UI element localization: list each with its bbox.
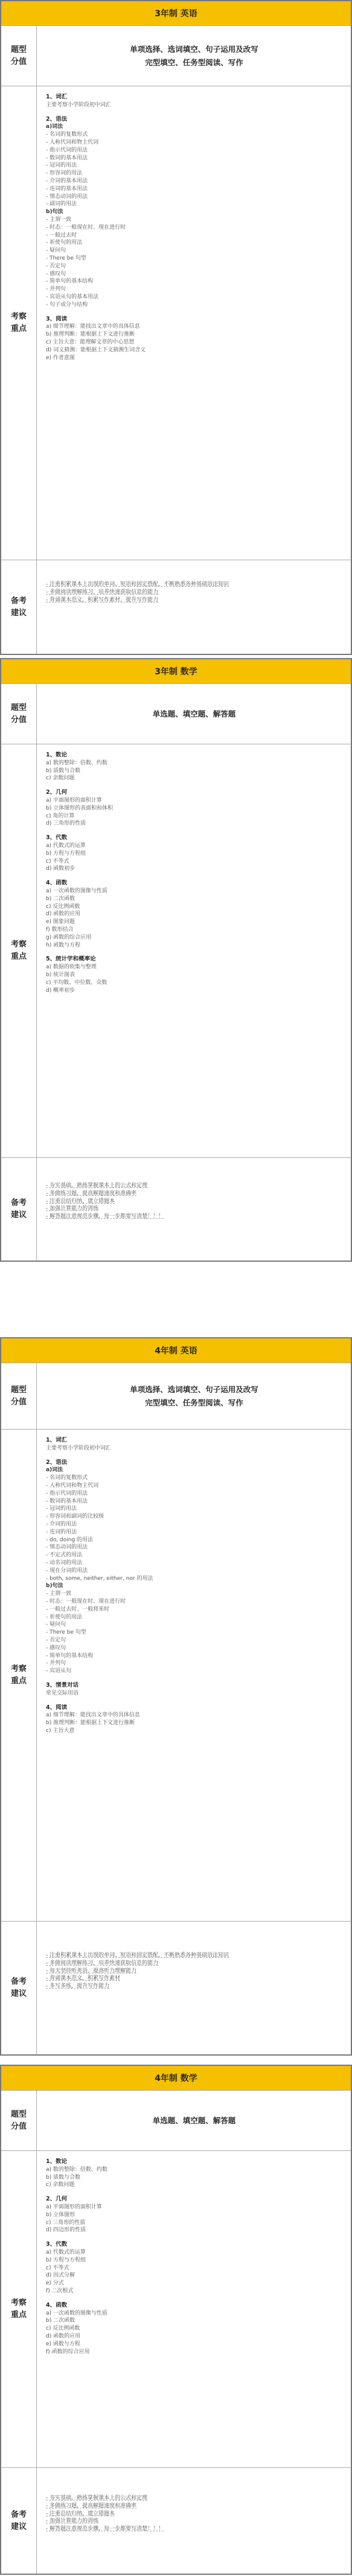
types-label: 题型分值	[1, 684, 37, 744]
focus-content	[36, 744, 351, 1157]
advice-line: - 加强计算能力的训练	[46, 2518, 99, 2525]
focus-row	[1, 1429, 351, 1921]
spacer	[46, 2295, 342, 2300]
section-title: 3年制 英语	[1, 1, 351, 25]
topic-line: d) 函数的应用	[46, 911, 81, 918]
topic-line: - There be 句型	[46, 1629, 86, 1636]
spacer	[46, 949, 342, 953]
subtopic-heading: a)词法	[46, 124, 63, 130]
types-line: 单选题、填空题、解答题	[152, 709, 236, 718]
advice-label: 备考建议	[1, 1158, 37, 1261]
topic-line: f) 数形结合	[46, 926, 74, 933]
topic-heading: 2、几何	[46, 789, 68, 796]
section-title: 3年制 数学	[1, 659, 351, 683]
topic-line: - 连词的基本用法	[46, 185, 88, 192]
topic-line: b) 推理判断：能根据上下文进行推断	[46, 1720, 135, 1727]
topic-line: - 疑问句	[46, 248, 66, 254]
topic-heading: 1、词汇	[46, 94, 68, 100]
types-label: 题型分值	[1, 2091, 37, 2150]
topic-line: b) 方程与方程组	[46, 850, 86, 857]
topic-line: c) 余数问题	[46, 2182, 75, 2188]
topic-line: - both, some, neither, either, nor 的用法	[46, 1575, 153, 1582]
topic-line: - There be 句型	[46, 255, 86, 261]
section-4yr-math	[0, 2065, 352, 2575]
topic-line: c) 平均数、中位数、众数	[46, 979, 107, 986]
types-row	[1, 2090, 351, 2150]
advice-line: - 多做阅读理解练习，培养快速获取信息的能力	[46, 1960, 159, 1966]
topic-line: - 名词的复数形式	[46, 132, 88, 138]
subtopic-heading: a)词法	[46, 1467, 63, 1474]
advice-line: - 加强计算能力的训练	[46, 1206, 99, 1212]
spacer	[46, 873, 342, 877]
spacer	[46, 109, 342, 113]
types-label: 题型分值	[1, 1363, 37, 1429]
advice-line: - 注重总结归纳，建立错题本	[46, 1198, 115, 1204]
topic-line: b) 立体图形的表面积和体积	[46, 805, 114, 811]
types-line: 单项选择、选词填空、句子运用及改写	[130, 44, 258, 54]
topic-line: a) 一次函数的图像与性质	[46, 887, 107, 894]
advice-row	[1, 2467, 351, 2574]
topic-line: - 否定句	[46, 1637, 66, 1643]
topic-heading: 3、阅读	[46, 315, 68, 322]
topic-line: - 宾语从句	[46, 1668, 72, 1675]
topic-line: b) 二次函数	[46, 2318, 75, 2324]
topic-line: c) 不等式	[46, 2264, 69, 2271]
topic-line: - 并列句	[46, 286, 66, 293]
topic-line: - 疑问句	[46, 1622, 66, 1628]
advice-row	[1, 560, 351, 654]
section-3yr-math	[0, 658, 352, 1262]
topic-line: g) 函数的综合应用	[46, 934, 92, 941]
types-content	[36, 26, 351, 86]
topic-line: - 介词的基本用法	[46, 177, 88, 184]
topic-line: b) 质数与合数	[46, 767, 81, 774]
topic-heading: 2、语法	[46, 115, 68, 123]
topic-line: - 冠词的用法	[46, 162, 77, 169]
advice-line: - 夯实基础，熟练掌握课本上的公式和定理	[46, 1183, 148, 1189]
topic-line: - 主谓一致	[46, 216, 72, 223]
advice-content	[36, 1922, 351, 2054]
topic-line: a) 数的整除：倍数、约数	[46, 759, 107, 766]
section-4yr-english	[0, 1337, 352, 2056]
topic-line: - 感叹句	[46, 1644, 66, 1651]
topic-line: - 时态：一般现在时、现在进行时	[46, 224, 126, 231]
spacer	[46, 1698, 342, 1702]
topic-line: a) 细节理解：能找出文章中的具体信息	[46, 1712, 140, 1719]
focus-label: 考察重点	[1, 2151, 37, 2467]
topic-line: - 祈使句的用法	[46, 1614, 83, 1620]
spacer	[46, 2189, 342, 2193]
topic-line: - 一般过去时、一般将来时	[46, 1606, 110, 1612]
topic-line: - 宾语从句的基本用法	[46, 293, 99, 300]
topic-line: d) 函数初步	[46, 866, 75, 872]
topic-line: c) 主旨大意：能理解文章的中心思想	[46, 339, 135, 345]
topic-line: - 形容词的用法	[46, 170, 83, 177]
topic-line: - 人称代词和物主代词	[46, 1482, 99, 1489]
topic-line: d) 概率初步	[46, 987, 75, 994]
topic-line: b) 质数与合数	[46, 2174, 81, 2181]
advice-line: - 夯实基础，熟练掌握课本上的公式和定理	[46, 2495, 148, 2501]
topic-line: - 句子成分与结构	[46, 301, 88, 308]
topic-line: a) 细节理解：能找出文章中的具体信息	[46, 324, 140, 330]
topic-line: - do, doing 的用法	[46, 1536, 94, 1543]
topic-line: - 祈使句的用法	[46, 240, 83, 246]
topic-heading: 2、几何	[46, 2196, 68, 2203]
topic-line: c) 反比例函数	[46, 2325, 80, 2332]
focus-row	[1, 744, 351, 1157]
focus-label: 考察重点	[1, 744, 37, 1157]
spacer	[46, 1453, 342, 1457]
topic-line: - 动名词的用法	[46, 1559, 83, 1566]
topic-line: h) 函数与方程	[46, 942, 81, 948]
focus-label: 考察重点	[1, 86, 37, 560]
spacer	[46, 1675, 342, 1680]
topic-line: - 副词的用法	[46, 201, 77, 208]
focus-content	[36, 2151, 351, 2467]
advice-line: - 注重积累课本上出现的单词、短语和固定搭配，不断熟悉各种基础语法知识	[46, 581, 229, 587]
topic-line: - 名词的复数形式	[46, 1475, 88, 1481]
spacer	[46, 828, 342, 832]
topic-heading: 4、函数	[46, 2301, 68, 2309]
types-line: 单项选择、选词填空、句子运用及改写	[130, 1384, 258, 1394]
topic-line: - 简单句的基本结构	[46, 278, 94, 285]
topic-line: - 简单句的基本结构	[46, 1652, 94, 1659]
topic-line: - 主谓一致	[46, 1591, 72, 1597]
topic-heading: 5、统计学和概率论	[46, 956, 96, 963]
topic-line: - 感叹句	[46, 270, 66, 277]
topic-line: a) 一次函数的图像与性质	[46, 2310, 107, 2316]
section-title: 4年制 英语	[1, 1338, 351, 1363]
topic-line: e) 函数与方程	[46, 2341, 80, 2347]
focus-content	[36, 1430, 351, 1921]
topic-line: - 数词的基本用法	[46, 155, 88, 161]
advice-line: - 背诵课本范文，积累写作素材，提升写作能力	[46, 596, 159, 603]
topic-heading: 4、阅读	[46, 1704, 68, 1711]
topic-line: c) 角的计算	[46, 813, 75, 819]
advice-content	[36, 560, 351, 654]
topic-line: - 一般过去时	[46, 232, 77, 238]
subtopic-heading: b)句法	[46, 1583, 63, 1590]
topic-line: - 连词的用法	[46, 1529, 77, 1535]
section-title: 4年制 数学	[1, 2066, 351, 2090]
topic-heading: 2、语法	[46, 1459, 68, 1466]
focus-row	[1, 2150, 351, 2467]
topic-heading: 1、数论	[46, 752, 68, 758]
focus-label: 考察重点	[1, 1430, 37, 1921]
types-line: 单选题、填空题、解答题	[152, 2115, 236, 2125]
topic-heading: 3、代数	[46, 2241, 68, 2248]
focus-content	[36, 86, 351, 560]
topic-line: f) 二次根式	[46, 2287, 74, 2294]
topic-line: - 介词的用法	[46, 1521, 77, 1527]
advice-line: - 注重积累课本上出现的单词、短语和固定搭配，不断熟悉各种基础语法知识	[46, 1952, 229, 1958]
topic-line: 常见交际用语	[46, 1690, 79, 1696]
topic-line: c) 余数问题	[46, 775, 75, 782]
topic-heading: 1、数论	[46, 2158, 68, 2165]
topic-line: b) 推理判断：能根据上下文进行推断	[46, 331, 135, 338]
topic-line: c) 主旨大意	[46, 1727, 75, 1734]
topic-line: e) 分式	[46, 2280, 64, 2287]
types-content	[36, 2091, 351, 2150]
topic-line: b) 二次函数	[46, 895, 75, 902]
topic-line: - 否定句	[46, 263, 66, 269]
topic-line: d) 三角形的性质	[46, 820, 86, 827]
advice-label: 备考建议	[1, 1922, 37, 2054]
types-content	[36, 684, 351, 744]
topic-heading: 4、函数	[46, 880, 68, 887]
types-line: 完型填空、任务型阅读、写作	[145, 57, 243, 67]
advice-row	[1, 1157, 351, 1261]
topic-line: 主要考察小学阶段初中词汇	[46, 1445, 112, 1451]
topic-heading: 3、情景对话	[46, 1681, 79, 1689]
types-content	[36, 1363, 351, 1429]
advice-content	[36, 1158, 351, 1261]
topic-line: a) 数的整除：倍数、约数	[46, 2166, 107, 2173]
subtopic-heading: b)句法	[46, 209, 63, 216]
topic-line: b) 立体图形	[46, 2211, 75, 2218]
advice-label: 备考建议	[1, 560, 37, 654]
topic-line: - 指示代词的用法	[46, 147, 88, 153]
topic-line: e) 图象问题	[46, 919, 75, 925]
spacer	[46, 309, 342, 313]
topic-line: a) 平面图形的面积计算	[46, 797, 102, 804]
topic-line: - 人称代词和物主代词	[46, 139, 99, 145]
advice-line: - 解答题注意规范步骤，每一步都要写清楚！！！	[46, 2526, 164, 2533]
topic-line: - 现在分词的用法	[46, 1567, 88, 1574]
topic-line: - 并列句	[46, 1660, 66, 1667]
topic-line: d) 词义猜测：能根据上下文猜测生词含义	[46, 347, 146, 353]
topic-line: a) 代数式的运算	[46, 2249, 86, 2255]
topic-line: 主要考察小学阶段初中词汇	[46, 101, 112, 108]
advice-line: - 多做练习题，提高解题速度和准确率	[46, 1190, 137, 1197]
advice-content	[36, 2468, 351, 2574]
types-row	[1, 25, 351, 86]
types-line: 完型填空、任务型阅读、写作	[145, 1398, 243, 1407]
topic-line: a) 数据的收集与整理	[46, 964, 97, 971]
topic-line: - 形容词和副词的比较级	[46, 1513, 104, 1520]
topic-line: b) 方程与方程组	[46, 2257, 86, 2263]
advice-label: 备考建议	[1, 2468, 37, 2574]
advice-row	[1, 1921, 351, 2054]
topic-line: a) 代数式的运算	[46, 842, 86, 849]
spacer	[46, 782, 342, 787]
section-3yr-english	[0, 0, 352, 655]
advice-line: - 多写多练，提升写作能力	[46, 1983, 110, 1990]
advice-line: - 注重总结归纳，建立错题本	[46, 2510, 115, 2517]
topic-line: - 指示代词的用法	[46, 1490, 88, 1497]
topic-line: d) 四边形的性质	[46, 2227, 86, 2234]
advice-line: - 每天坚持听英语，提高听力理解能力	[46, 1967, 137, 1974]
types-label: 题型分值	[1, 26, 37, 86]
topic-line: b) 统计图表	[46, 971, 75, 978]
advice-line: - 多做阅读理解练习，培养快速获取信息的能力	[46, 589, 159, 595]
topic-line: - 情态动词的用法	[46, 193, 88, 200]
topic-line: - 数词的基本用法	[46, 1498, 88, 1504]
advice-line: - 多做练习题，提高解题速度和准确率	[46, 2502, 137, 2509]
types-row	[1, 683, 351, 744]
topic-line: f) 函数的综合应用	[46, 2348, 90, 2355]
topic-line: c) 三角形的性质	[46, 2219, 86, 2226]
topic-line: - 时态：一般现在时、现在进行时	[46, 1598, 126, 1605]
topic-line: e) 作者意图	[46, 354, 75, 361]
topic-heading: 1、词汇	[46, 1437, 68, 1443]
topic-heading: 3、代数	[46, 834, 68, 842]
topic-line: d) 函数的应用	[46, 2333, 81, 2339]
topic-line: - 不定式的用法	[46, 1552, 83, 1559]
topic-line: c) 不等式	[46, 858, 69, 865]
topic-line: - 情态动词的用法	[46, 1544, 88, 1551]
topic-line: c) 反比例函数	[46, 903, 80, 910]
advice-line: - 解答题注意规范步骤，每一步都要写清楚！！！	[46, 1213, 164, 1220]
types-row	[1, 1363, 351, 1429]
focus-row	[1, 86, 351, 560]
topic-line: - 冠词的用法	[46, 1506, 77, 1512]
advice-line: - 背诵课本范文，积累写作素材	[46, 1975, 121, 1982]
topic-line: d) 因式分解	[46, 2272, 75, 2279]
spacer	[46, 2234, 342, 2239]
topic-line: a) 平面图形的面积计算	[46, 2204, 102, 2210]
